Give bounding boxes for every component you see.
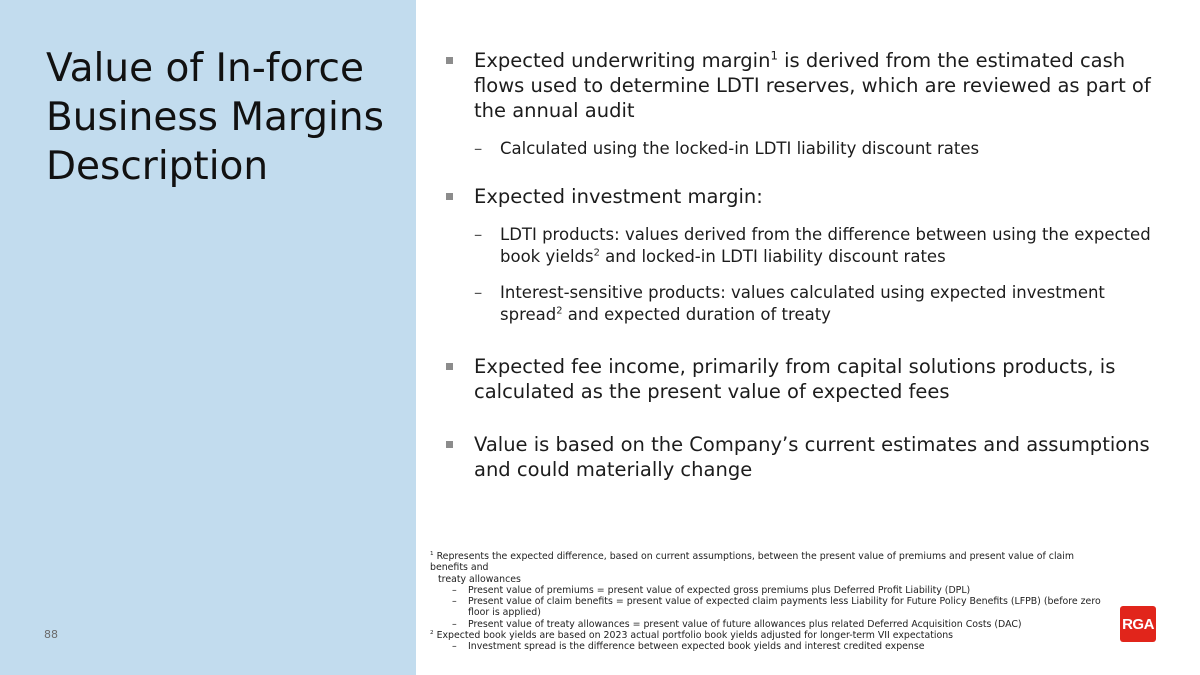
footnote-2-sub-investment-spread bbox=[430, 641, 1110, 652]
sub-bullet-text: and locked-in LDTI liability discount rates bbox=[599, 247, 946, 266]
footnote-sub-text: Present value of claim benefits = present value of expected claim payments less Liability for Future Policy Benefits (LFPB) (before zero floor is applied) bbox=[468, 596, 1101, 619]
bullet-underwriting-margin bbox=[446, 48, 1168, 123]
footnote-1-sub-treaty-allowances bbox=[430, 619, 1110, 630]
bullet-investment-margin bbox=[446, 184, 1168, 209]
footnote-sub-text: Present value of premiums = present value of expected gross premiums plus Deferred Profit Liability (DPL) bbox=[468, 584, 971, 596]
footnote-ref: 2 bbox=[556, 305, 563, 317]
rga-logo: RGA bbox=[1120, 606, 1156, 642]
dash-icon: – bbox=[452, 596, 457, 608]
footnote-marker: 1 bbox=[430, 550, 434, 557]
dash-icon: – bbox=[452, 584, 457, 596]
bullet-value-estimates bbox=[446, 432, 1168, 482]
footnote-text: Represents the expected difference, based on current assumptions, between the present value of premiums and present value of claim benefits and bbox=[430, 551, 1075, 574]
bullet-text: Value is based on the Company’s current estimates and assumptions and could materially change bbox=[474, 433, 1150, 481]
dash-icon: – bbox=[474, 139, 483, 158]
footnote-1-sub-claim-benefits bbox=[430, 596, 1110, 619]
page-number: 88 bbox=[44, 628, 58, 641]
bullet-square-icon bbox=[446, 441, 453, 448]
footnote-text: Expected book yields are based on 2023 actual portfolio book yields adjusted for longer-term VII expectations bbox=[436, 630, 954, 642]
slide-title: Value of In-force Business Margins Description bbox=[46, 46, 384, 189]
dash-icon: – bbox=[452, 641, 457, 653]
bullet-text: Expected underwriting margin bbox=[474, 49, 771, 72]
footnote-1-sub-premiums bbox=[430, 585, 1110, 596]
sub-bullet-ldti-products bbox=[446, 224, 1168, 268]
footnote-ref: 1 bbox=[770, 48, 778, 63]
footnote-marker: 2 bbox=[430, 629, 434, 636]
bullet-text: Expected investment margin: bbox=[474, 185, 763, 208]
bullet-fee-income bbox=[446, 354, 1168, 404]
bullet-square-icon bbox=[446, 363, 453, 370]
sub-bullet-text: LDTI products: values derived from the difference between using the expected book yields bbox=[500, 225, 1151, 266]
footnote-1-continued: treaty allowances bbox=[438, 573, 521, 585]
dash-icon: – bbox=[474, 225, 483, 244]
sub-bullet-text: Interest-sensitive products: values calculated using expected investment spread bbox=[500, 283, 1105, 324]
bullet-square-icon bbox=[446, 57, 453, 64]
bullet-text: is derived from the estimated cash flows used to determine LDTI reserves, which are reviewed as part of the annual audit bbox=[474, 49, 1151, 122]
dash-icon: – bbox=[452, 618, 457, 630]
sub-bullet-text: and expected duration of treaty bbox=[562, 305, 831, 324]
bullet-text: Expected fee income, primarily from capital solutions products, is calculated as the present value of expected fees bbox=[474, 355, 1116, 403]
sub-bullet-interest-sensitive bbox=[446, 282, 1168, 326]
dash-icon: – bbox=[474, 283, 483, 302]
sub-bullet-text: Calculated using the locked-in LDTI liability discount rates bbox=[500, 139, 980, 158]
footnote-sub-text: Investment spread is the difference between expected book yields and interest credited expense bbox=[468, 641, 925, 653]
sub-bullet-discount-rates bbox=[446, 138, 1168, 160]
content-area bbox=[446, 48, 1168, 500]
footnote-1 bbox=[430, 551, 1110, 574]
footnote-2 bbox=[430, 630, 1110, 641]
footnote-ref: 2 bbox=[593, 247, 600, 259]
bullet-square-icon bbox=[446, 193, 453, 200]
footnotes bbox=[430, 551, 1110, 653]
footnote-sub-text: Present value of treaty allowances = present value of future allowances plus related Deferred Acquisition Costs (DAC) bbox=[468, 618, 1022, 630]
